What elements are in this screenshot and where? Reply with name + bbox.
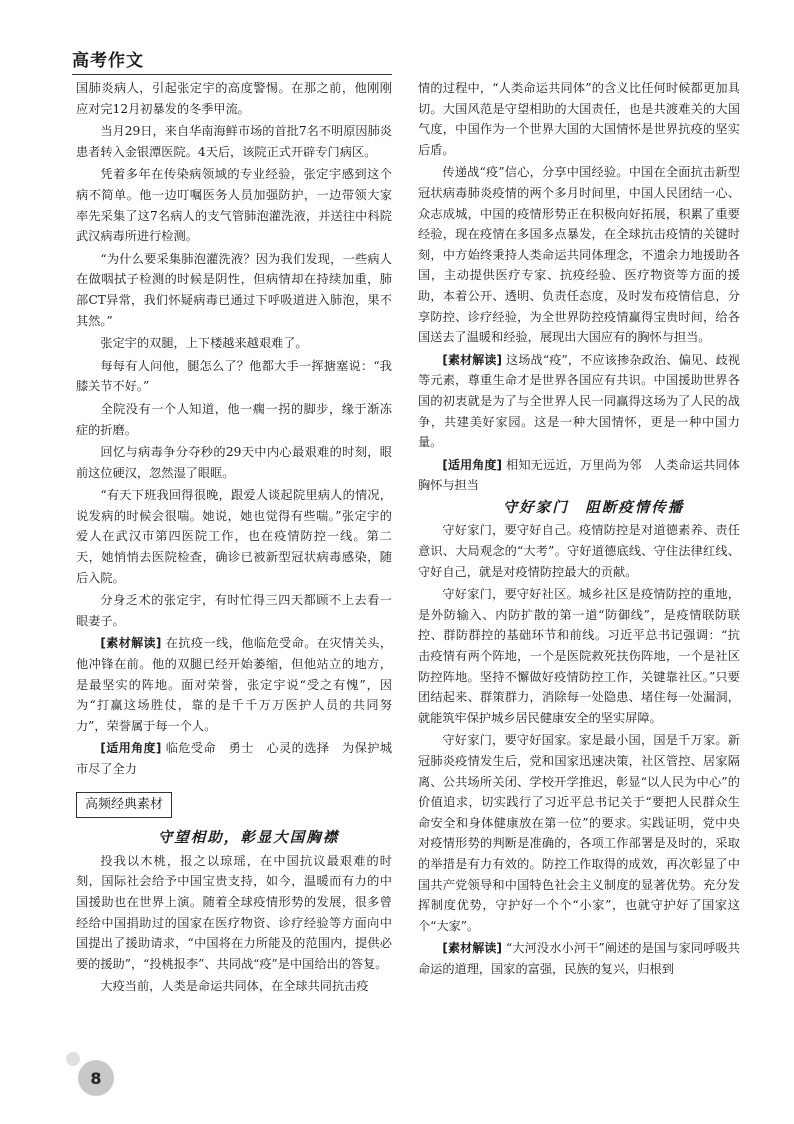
paragraph: 凭着多年在传染病领域的专业经验，张定宇感到这个病不简单。他一边叮嘱医务人员加强防护，一边带领大家率先采集了这7名病人的支气管肺泡灌洗液，并送往中科院武汉病毒所进行检测。 [76, 167, 392, 244]
paragraph: 守好家门，要守好国家。家是最小国，国是千万家。新冠肺炎疫情发生后，党和国家迅速决策，社区管控、居家隔离、公共场所关闭、学校开学推迟，彰显“以人民为中心”的价值追求，切实践行了习近平总书记关于“要把人民群众生命安全和身体健康放在第一位”的要求。实践证明，党中央对疫情形势的判断是准确的，各项工作部署是及时的，采取的举措是有力有效的。防控工作取得的成效，再次彰显了中国共产党领导和中国特色社会主义制度的显著优势。充分发挥制度优势，守护好一个个“小家”，也就守护好了国家这个“大家”。 [418, 733, 740, 933]
header-rule [72, 74, 392, 75]
paragraph: 守好家门，要守好社区。城乡社区是疫情防控的重地，是外防输入、内防扩散的第一道“防御线”，是疫情联防联控、群防群控的基础环节和前线。习近平总书记强调：“抗击疫情有两个阵地，一个是医院救死扶伤阵地，一个是社区防控阵地。坚持不懈做好疫情防控工作，关键靠社区。”只要团结起来、群策群力，消除每一处隐患、堵住每一处漏洞，就能筑牢保护城乡居民健康安全的坚实屏障。 [418, 587, 740, 725]
page-decoration [66, 1052, 80, 1066]
interpretation-text: “大河没水小河干”阐述的是国与家同呼吸共命运的道理，国家的富强，民族的复兴，归根到 [418, 941, 740, 976]
paragraph: 张定宇的双腿，上下楼越来越艰难了。 [100, 336, 308, 351]
paragraph: 全院没有一个人知道，他一瘸一拐的脚步，缘于渐冻症的折磨。 [76, 401, 392, 437]
applicable-angle [76, 738, 392, 779]
interpretation-tag: [素材解读] [442, 941, 502, 956]
material-interpretation [418, 938, 740, 979]
angle-tag: [适用角度] [100, 741, 162, 756]
paragraph: 守好家门，要守好自己。疫情防控是对道德素养、责任意识、大局观念的“大考”。守好道德底线、守住法律红线、守好自己，就是对疫情防控最大的贡献。 [418, 523, 740, 579]
header-title: 高考作文 [72, 51, 144, 71]
right-column [418, 78, 753, 982]
section-title: 守好家门 阻断疫情传播 [502, 499, 685, 516]
paragraph: 国肺炎病人，引起张定宇的高度警惕。在那之前，他刚刚应对完12月初暴发的冬季甲流。 [76, 81, 392, 116]
material-interpretation [418, 350, 740, 453]
section-title: 守望相助，彰显大国胸襟 [157, 830, 340, 847]
page-header [72, 46, 392, 76]
applicable-angle [418, 455, 753, 496]
page-number: 8 [78, 1060, 114, 1096]
interpretation-tag: [素材解读] [442, 352, 502, 367]
paragraph: “为什么要采集肺泡灌洗液？因为我们发现，一些病人在做咽拭子检测的时候是阴性，但病情却在持续加重，肺部CT异常，我们怀疑病毒已通过下呼吸道进入肺泡，果不其然。” [76, 251, 392, 328]
section-box-heading: 高频经典素材 [76, 792, 172, 819]
angle-text: 临危受命 勇士 心灵的选择 为保护城市尽了全力 [76, 741, 393, 776]
paragraph: 投我以木桃，报之以琼瑶，在中国抗议最艰难的时刻，国际社会给予中国宝贵支持，如今，温暖而有力的中国援助也在世界上演。随着全球疫情形势的发展，很多曾经给中国捐助过的国家在医疗物资、诊疗经验等方面向中国提出了援助请求，“中国将在力所能及的范围内，提供必要的援助”，“投桃报李”、共同战“疫”是中国给出的答复。 [76, 853, 392, 971]
material-interpretation [76, 633, 392, 736]
paragraph: 当月29日，来自华南海鲜市场的首批7名不明原因肺炎患者转入金银潭医院。4天后，该院正式开辟专门病区。 [76, 124, 392, 159]
interpretation-text: 这场战“疫”，不应该掺杂政治、偏见、歧视等元素，尊重生命才是世界各国应有共识。中国援助世界各国的初衷就是为了与全世界人民一同赢得这场为了人民的战争，共建美好家园。这是一种大国情怀，更是一种中国力量。 [418, 352, 740, 450]
paragraph: 情的过程中，“人类命运共同体”的含义比任何时候都更加具切。大国风范是守望相助的大国责任，也是共渡难关的大国气度，中国作为一个世界大国的大国情怀是世界抗疫的坚实后盾。 [418, 81, 740, 157]
angle-text: 相知无远近，万里尚为邻 人类命运共同体 胸怀与担当 [418, 457, 753, 493]
paragraph: 每每有人问他，腿怎么了？他都大手一挥搪塞说：“我膝关节不好。” [76, 358, 392, 394]
paragraph: “有天下班我回得很晚，跟爱人谈起院里病人的情况，说发病的时候会很喘。她说，她也觉得有些喘。”张定宇的爱人在武汉市第四医院工作，也在疫情防控一线。第二天，她悄悄去医院检查，确诊已被新型冠状病毒感染，随后入院。 [76, 488, 392, 585]
left-column [76, 78, 392, 999]
paragraph: 传递战“疫”信心，分享中国经验。中国在全面抗击新型冠状病毒肺炎疫情的两个多月时间里，中国人民团结一心、众志成城，中国的疫情形势正在积极向好拓展，积累了重要经验，现在疫情在多国多点暴发，在全球抗击疫情的关键时刻，中方始终秉持人类命运共同体理念，不遗余力地援助各国，主动提供医疗专家、抗疫经验、医疗物资等方面的援助，本着公开、透明、负责任态度，及时发布疫情信息，分享防控、诊疗经验，为全世界防控疫情赢得宝贵时间，给各国送去了温暖和经验，展现出大国应有的胸怀与担当。 [418, 165, 740, 345]
paragraph: 分身乏术的张定宇，有时忙得三四天都顾不上去看一眼妻子。 [76, 593, 392, 628]
paragraph: 回忆与病毒争分夺秒的29天中内心最艰难的时刻，眼前这位硬汉，忽然湿了眼眶。 [76, 445, 392, 480]
interpretation-text: 在抗疫一线，他临危受命。在灾情关头，他冲锋在前。他的双腿已经开始萎缩，但他站立的地方，是最坚实的阵地。面对荣誉，张定宇说“受之有愧”，因为“打赢这场胜仗，靠的是千千万万医护人员的共同努力”，荣誉属于每一个人。 [76, 636, 393, 733]
interpretation-tag: [素材解读] [100, 636, 162, 651]
angle-tag: [适用角度] [442, 457, 503, 472]
paragraph: 大疫当前，人类是命运共同体，在全球共同抗击疫 [100, 979, 369, 994]
